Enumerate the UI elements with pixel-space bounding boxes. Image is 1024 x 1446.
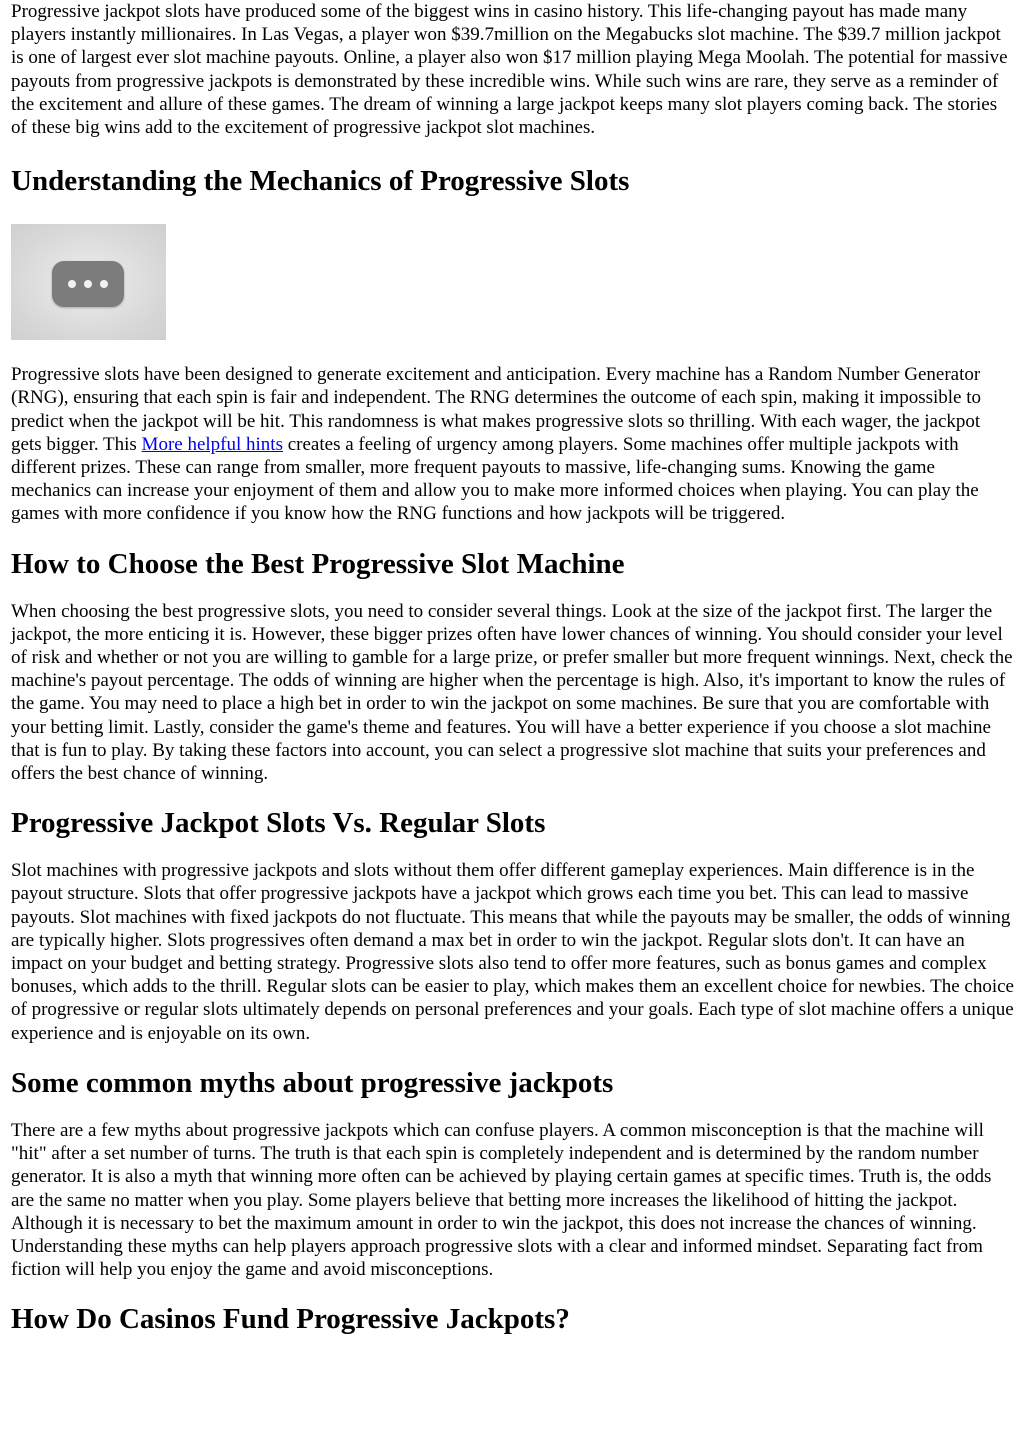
image-placeholder: [11, 224, 1015, 340]
heading-myths: Some common myths about progressive jackpots: [11, 1066, 614, 1099]
intro-paragraph: Progressive jackpot slots have produced some of the biggest wins in casino history. This life-changing payout has made many players instantly millionaires. In Las Vegas, a player won $39.7million on the Megabucks slot machine. The $39.7 million jackpot is one of largest ever slot machine payouts. Online, a player also won $17 million playing Mega Moolah. The potential for massive payouts from progressive jackpots is demonstrated by these incredible wins. While such wins are rare, they serve as a reminder of the excitement and allure of these games. The dream of winning a large jackpot keeps many slot players coming back. The stories of these big wins add to the excitement of progressive jackpot slot machines.: [11, 1, 1008, 139]
versus-paragraph: Slot machines with progressive jackpots and slots without them offer different gameplay experiences. Main difference is in the payout structure. Slots that offer progressive jackpots have a jackpot which grows each time you bet. This can lead to massive payouts. Slot machines with fixed jackpots do not fluctuate. This means that while the payouts may be smaller, the odds of winning are typically higher. Slots progressives often demand a max bet in order to win the jackpot. Regular slots don't. It can have an impact on your budget and betting strategy. Progressive slots also tend to offer more features, such as bonus games and complex bonuses, which adds to the thrill. Regular slots can be easier to play, which makes them an excellent choice for newbies. The choice of progressive or regular slots ultimately depends on personal preferences and your goals. Each type of slot machine offers a unique experience and is enjoyable on its own.: [11, 860, 1014, 1044]
heading-funding: How Do Casinos Fund Progressive Jackpots?: [11, 1303, 570, 1336]
choose-paragraph: When choosing the best progressive slots, you need to consider several things. Look at the size of the jackpot first. The larger the jackpot, the more enticing it is. However, these bigger prizes often have lower chances of winning. You should consider your level of risk and whether or not you are willing to gamble for a large prize, or prefer smaller but more frequent winnings. Next, check the machine's payout percentage. The odds of winning are higher when the percentage is high. Also, it's important to know the rules of the game. You may need to place a high bet in order to win the jackpot on some machines. Be sure that you are comfortable with your betting limit. Lastly, consider the game's theme and features. You will have a better experience if you choose a slot machine that is fun to play. By taking these factors into account, you can select a progressive slot machine that suits your preferences and offers the best chance of winning.: [11, 600, 1013, 785]
chat-bubble-ellipsis-icon: [52, 261, 124, 307]
ellipsis-dot-icon: [84, 280, 92, 288]
mechanics-text-part-2: creates a feeling of urgency among players. Some machines offer multiple jackpots with different prizes. These can range from smaller, more frequent payouts to massive, life-changing sums. Knowing the game mechanics can increase your enjoyment of them and allow you to make more informed choices when playing. You can play the games with more confidence if you know how the RNG functions and how jackpots will be triggered.: [11, 433, 979, 525]
heading-mechanics: Understanding the Mechanics of Progressive Slots: [11, 165, 630, 198]
image-thumbnail: [11, 224, 166, 340]
mechanics-paragraph: [11, 363, 1015, 525]
heading-choose: How to Choose the Best Progressive Slot Machine: [11, 547, 625, 580]
ellipsis-dot-icon: [68, 280, 76, 288]
heading-versus: Progressive Jackpot Slots Vs. Regular Slots: [11, 807, 546, 840]
ellipsis-dot-icon: [100, 280, 108, 288]
mechanics-text-part-1: Progressive slots have been designed to generate excitement and anticipation. Every machine has a Random Number Generator (RNG), ensuring that each spin is fair and independent. The RNG determines the outcome of each spin, making it impossible to predict when the jackpot will be hit. This randomness is what makes progressive slots so thrilling. With each wager, the jackpot gets bigger. This: [11, 364, 982, 455]
more-helpful-hints-link[interactable]: More helpful hints: [141, 433, 283, 455]
myths-paragraph: There are a few myths about progressive jackpots which can confuse players. A common misconception is that the machine will "hit" after a set number of turns. The truth is that each spin is completely independent and is determined by the random number generator. It is also a myth that winning more often can be achieved by playing certain games at specific times. Truth is, the odds are the same no matter when you play. Some players believe that betting more increases the likelihood of hitting the jackpot. Although it is necessary to bet the maximum amount in order to win the jackpot, this does not increase the chances of winning. Understanding these myths can help players approach progressive slots with a clear and informed mindset. Separating fact from fiction will help you enjoy the game and avoid misconceptions.: [11, 1119, 992, 1281]
